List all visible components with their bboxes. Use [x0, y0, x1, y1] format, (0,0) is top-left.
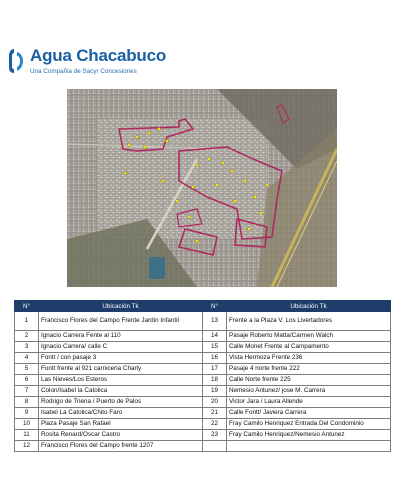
location-cell: Francisco Flores del Campo Frente Jardin Infantil: [39, 312, 203, 331]
row-number: 15: [203, 342, 227, 353]
row-number: [203, 441, 227, 452]
brand-name: Agua Chacabuco: [30, 46, 167, 65]
location-cell: Francisco Flores del Campo frente 1207: [39, 441, 203, 452]
table-row: [15, 342, 391, 353]
column-header-location: Ubicación Tk: [227, 301, 391, 312]
table-row: [15, 353, 391, 364]
location-cell: Ignacio Carrera Fente al 110: [39, 331, 203, 342]
location-cell: Isabel La Catolica/Chito Faro: [39, 408, 203, 419]
tk-locations-table: [14, 300, 391, 452]
row-number: 10: [15, 419, 39, 430]
row-number: 18: [203, 375, 227, 386]
location-cell: Colon/Isabel la Catolica: [39, 386, 203, 397]
location-cell: Las Nieves/Los Esteros: [39, 375, 203, 386]
location-cell: Calle Monet Frente al Campamento: [227, 342, 391, 353]
row-number: 4: [15, 353, 39, 364]
location-cell: Vista Hermoza Frente 236: [227, 353, 391, 364]
location-cell: Calle Fontt/ Javiera Carrera: [227, 408, 391, 419]
row-number: 22: [203, 419, 227, 430]
row-number: 12: [15, 441, 39, 452]
row-number: 16: [203, 353, 227, 364]
row-number: 11: [15, 430, 39, 441]
aerial-map: [67, 89, 337, 287]
column-header-location: Ubicación Tk: [39, 301, 203, 312]
row-number: 19: [203, 386, 227, 397]
row-number: 2: [15, 331, 39, 342]
location-cell: Fray Camilo Henriquez/Nemesio Antunez: [227, 430, 391, 441]
row-number: 17: [203, 364, 227, 375]
row-number: 7: [15, 386, 39, 397]
brand-tagline: Una Compañia de Sacyr Concesiones: [30, 68, 137, 75]
row-number: 3: [15, 342, 39, 353]
table-row: [15, 312, 391, 331]
table-row: [15, 419, 391, 430]
location-cell: Calle Norte frente 225: [227, 375, 391, 386]
column-header-number: N°: [203, 301, 227, 312]
row-number: 1: [15, 312, 39, 331]
location-cell: Fontt frente al 921 carniceria Charly: [39, 364, 203, 375]
location-cell: Nemesio Antunez/ jose M. Carrera: [227, 386, 391, 397]
table-row: [15, 397, 391, 408]
column-header-number: N°: [15, 301, 39, 312]
table-row: [15, 430, 391, 441]
location-cell: Pasaje Roberto Matta/Carmen Walch: [227, 331, 391, 342]
location-cell: Plaza Pasaje San Rafael: [39, 419, 203, 430]
location-cell: Rodrigo de Triena / Puerto de Palos: [39, 397, 203, 408]
row-number: 9: [15, 408, 39, 419]
table-row: [15, 375, 391, 386]
location-cell: Pasaje 4 norte frente 222: [227, 364, 391, 375]
table-row: [15, 364, 391, 375]
location-cell: Fontt / con pasaje 3: [39, 353, 203, 364]
row-number: 20: [203, 397, 227, 408]
brand-header: [8, 46, 228, 86]
location-cell: Fray Camilo Henriquez Entrada Del Condominio: [227, 419, 391, 430]
location-cell: Ignacio Carrera/ calle C: [39, 342, 203, 353]
table-row: [15, 441, 391, 452]
row-number: 5: [15, 364, 39, 375]
location-cell: [227, 441, 391, 452]
row-number: 21: [203, 408, 227, 419]
row-number: 8: [15, 397, 39, 408]
location-cell: Rosita Renard/Oscar Castro: [39, 430, 203, 441]
table-header-row: [15, 301, 391, 312]
agua-chacabuco-logo-icon: [8, 48, 24, 74]
table-row: [15, 331, 391, 342]
row-number: 13: [203, 312, 227, 331]
table-row: [15, 408, 391, 419]
aerial-map-image: [67, 89, 337, 287]
row-number: 6: [15, 375, 39, 386]
location-cell: Frente a la Plaza V. Los Livertadores: [227, 312, 391, 331]
row-number: 23: [203, 430, 227, 441]
location-cell: Victor Jara / Laura Allende: [227, 397, 391, 408]
table-row: [15, 386, 391, 397]
row-number: 14: [203, 331, 227, 342]
